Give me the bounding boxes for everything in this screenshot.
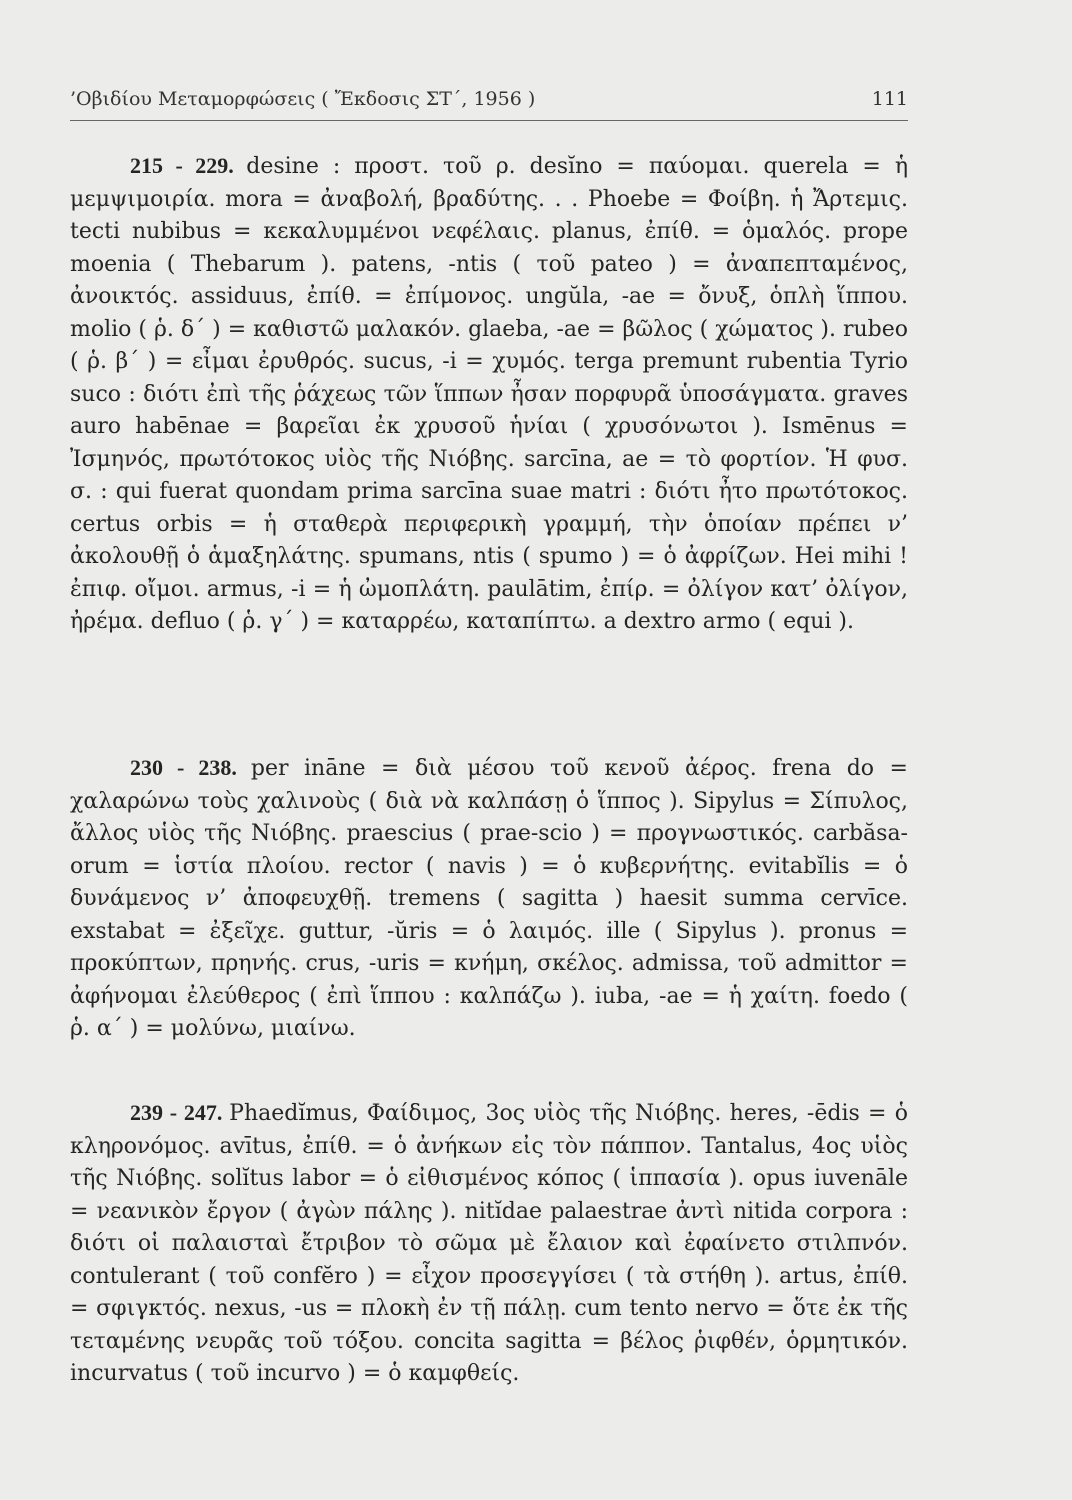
paragraph-215-229 [70,150,908,639]
verse-reference: 239 - 247. [130,1100,230,1125]
header-rule [70,120,908,121]
page-number: 111 [871,88,908,110]
running-header [70,88,908,118]
paragraph-text: per ināne = διὰ μέσου τοῦ κενοῦ ἀέρος. frena do = χαλαρώνω τοὺς χαλινοὺς ( διὰ νὰ καλπάσῃ ὁ ἵππος ). Sipylus = Σίπυλος, ἄλλος υἱὸς τῆς Νιόβης. praescius ( prae-scio ) = προγνωστικός. carbăsa-orum = ἱστία πλοίου. rector ( navis ) = ὁ κυβερνήτης. evitabĭlis = ὁ δυνάμενος ν’ ἀποφευχθῇ. tremens ( sagitta ) haesit summa cervīce. exstabat = ἐξεῖχε. guttur, -ŭris = ὁ λαιμός. ille ( Sipylus ). pronus = προκύπτων, πρηνής. crus, -uris = κνήμη, σκέλος. admissa, τοῦ admittor = ἀφήνομαι ἐλεύθερος ( ἐπὶ ἵππου : καλπάζω ). iuba, -ae = ἡ χαίτη. foedo ( ῥ. α΄ ) = μολύνω, μιαίνω. [70,756,908,1041]
paragraph-text: desine : προστ. τοῦ ρ. desĭno = παύομαι. querela = ἡ μεμψιμοιρία. mora = ἀναβολή, βραδύτης. . . Phoebe = Φοίβη. ἡ Ἄρτεμις. tecti nubibus = κεκαλυμμένοι νεφέλαις. planus, ἐπίθ. = ὁμαλός. prope moenia ( Thebarum ). patens, -ntis ( τοῦ pateo ) = ἀναπεπταμένος, ἀνοικτός. assiduus, ἐπίθ. = ἐπίμονος. ungŭla, -ae = ὄνυξ, ὁπλὴ ἵππου. molio ( ῥ. δ΄ ) = καθιστῶ μαλακόν. glaeba, -ae = βῶλος ( χώματος ). rubeo ( ῥ. β΄ ) = εἶμαι ἐρυθρός. sucus, -i = χυμός. terga premunt rubentia Tyrio suco : διότι ἐπὶ τῆς ῥάχεως τῶν ἵππων ἦσαν πορφυρᾶ ὑποσάγματα. graves auro habēnae = βαρεῖαι ἐκ χρυσοῦ ἡνίαι ( χρυσόνωτοι ). Ismēnus = Ἰσμηνός, πρωτότοκος υἱὸς τῆς Νιόβης. sarcīna, ae = τὸ φορτίον. Ἡ φυσ. σ. : qui fuerat quondam prima sarcīna suae matri : διότι ἦτο πρωτότοκος. certus orbis = ἡ σταθερὰ περιφερικὴ γραμμή, τὴν ὁποίαν πρέπει ν’ ἀκολουθῇ ὁ ἁμαξηλάτης. spumans, ntis ( spumo ) = ὁ ἀφρίζων. Hei mihi ! ἐπιφ. οἴμοι. armus, -i = ἡ ὠμοπλάτη. paulātim, ἐπίρ. = ὀλίγον κατ’ ὀλίγον, ἠρέμα. defluo ( ῥ. γ΄ ) = καταρρέω, καταπίπτω. a dextro armo ( equi ). [70,154,909,634]
header-title: ’Οβιδίου Μεταμορφώσεις ( Ἔκδοσις ΣΤ΄, 1956 ) [70,88,536,110]
paragraph-text: Phaedĭmus, Φαίδιμος, 3ος υἱὸς τῆς Νιόβης. heres, -ēdis = ὁ κληρονόμος. avītus, ἐπίθ. = ὁ ἀνήκων εἰς τὸν πάππον. Tantalus, 4ος υἱὸς τῆς Νιόβης. solĭtus labor = ὁ εἰθισμένος κόπος ( ἱππασία ). opus iuvenāle = νεανικὸν ἔργον ( ἀγὼν πάλης ). nitĭdae palaestrae ἀντὶ nitida corpora : διότι οἱ παλαισταὶ ἔτριβον τὸ σῶμα μὲ ἔλαιον καὶ ἐφαίνετο στιλπνόν. contulerant ( τοῦ confĕro ) = εἶχον προσεγγίσει ( τὰ στήθη ). artus, ἐπίθ. = σφιγκτός. nexus, -us = πλοκὴ ἐν τῇ πάλῃ. cum tento nervo = ὅτε ἐκ τῆς τεταμένης νευρᾶς τοῦ τόξου. concita sagitta = βέλος ῥιφθέν, ὁρμητικόν. incurvatus ( τοῦ incurvo ) = ὁ καμφθείς. [70,1101,908,1386]
paragraph-239-247 [70,1097,908,1391]
verse-reference: 215 - 229. [130,153,247,178]
verse-reference: 230 - 238. [130,755,251,780]
paragraph-230-238 [70,752,908,1046]
